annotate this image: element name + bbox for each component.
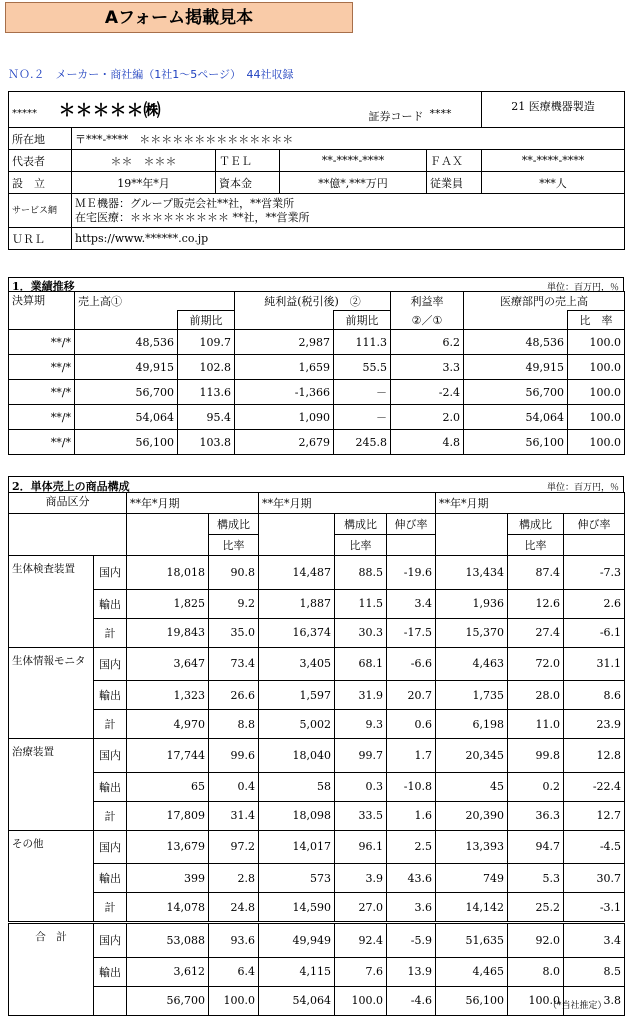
product-cell-g3: 3.8 (564, 986, 625, 1015)
performance-cell-yoy: 95.4 (178, 405, 235, 430)
product-cell-g3: 3.4 (564, 923, 625, 958)
performance-cell-period: **/* (9, 430, 75, 455)
performance-cell-profit: 2,679 (235, 430, 334, 455)
product-cell-v3: 14,142 (436, 893, 508, 923)
product-cell-v1: 18,018 (127, 556, 209, 590)
product-cell-c3: 87.4 (508, 556, 564, 590)
product-cell-g3: 31.1 (564, 647, 625, 681)
product-cell-g2: -17.5 (387, 618, 436, 647)
product-row-label: 計 (94, 893, 127, 923)
products-title: 2．単体売上の商品構成 (12, 480, 130, 493)
product-cell-v2: 3,405 (259, 647, 335, 681)
product-cell-g3: 30.7 (564, 864, 625, 893)
product-category-name: その他 (9, 830, 94, 864)
product-cell-v3: 4,463 (436, 647, 508, 681)
col-medical: 医療部門の売上高 (464, 292, 625, 311)
product-cell-c1: 9.2 (209, 589, 259, 618)
product-cell-c2: 88.5 (335, 556, 387, 590)
performance-cell-yoy: 102.8 (178, 355, 235, 380)
product-cell-c3: 8.0 (508, 957, 564, 986)
service-line-2: 在宅医療：＊＊＊＊＊＊＊＊＊ **社，**営業所 (75, 210, 310, 224)
product-row (9, 801, 625, 830)
product-category-name: 治療装置 (9, 739, 94, 773)
product-row (9, 589, 625, 618)
product-cell-c3: 11.0 (508, 710, 564, 739)
performance-cell-profit-yoy: － (334, 405, 391, 430)
product-cell-v3: 20,390 (436, 801, 508, 830)
performance-cell-ratio: 100.0 (568, 430, 625, 455)
product-cell-v2: 49,949 (259, 923, 335, 958)
col-growth-2: 伸び率 (387, 514, 436, 535)
product-cell-v2: 573 (259, 864, 335, 893)
performance-cell-profit-yoy: 55.5 (334, 355, 391, 380)
product-cell-v2: 1,887 (259, 589, 335, 618)
performance-cell-sales: 54,064 (75, 405, 178, 430)
performance-cell-medical: 56,700 (464, 380, 568, 405)
total-row (9, 923, 625, 958)
product-row (9, 647, 625, 681)
performance-cell-sales: 49,915 (75, 355, 178, 380)
product-cell-c1: 97.2 (209, 830, 259, 864)
product-cell-c2: 30.3 (335, 618, 387, 647)
product-cell-c1: 90.8 (209, 556, 259, 590)
col-ratio-3: 比率 (508, 535, 564, 556)
product-cell-v1: 19,843 (127, 618, 209, 647)
product-cell-g2: -10.8 (387, 772, 436, 801)
product-cell-v3: 6,198 (436, 710, 508, 739)
performance-unit: 単位：百万円，％ (546, 283, 619, 293)
col-ratio-1: 比率 (209, 535, 259, 556)
product-cell-g3: -7.3 (564, 556, 625, 590)
product-cell-g2: 1.6 (387, 801, 436, 830)
product-row-label: 輸出 (94, 681, 127, 710)
product-cell-g2: 1.7 (387, 739, 436, 773)
product-cell-c2: 11.5 (335, 589, 387, 618)
product-cell-v1: 3,647 (127, 647, 209, 681)
product-cell-v1: 1,825 (127, 589, 209, 618)
product-cell-v1: 3,612 (127, 957, 209, 986)
established-label: 設 立 (9, 172, 72, 194)
performance-subheader-row (9, 311, 625, 330)
product-cell-c3: 94.7 (508, 830, 564, 864)
performance-row (9, 330, 625, 355)
performance-row (9, 355, 625, 380)
company-code-small: ***** (12, 107, 37, 119)
product-cell-g2: 3.4 (387, 589, 436, 618)
product-cell-c3: 36.3 (508, 801, 564, 830)
performance-row (9, 430, 625, 455)
product-cell-v1: 13,679 (127, 830, 209, 864)
product-cell-g3: 8.6 (564, 681, 625, 710)
product-cell-g2: -4.6 (387, 986, 436, 1015)
product-cell-g3: -6.1 (564, 618, 625, 647)
product-category-name: 生体検査装置 (9, 556, 94, 590)
product-row-label: 国内 (94, 923, 127, 958)
product-cell-c2: 100.0 (335, 986, 387, 1015)
performance-cell-sales: 56,700 (75, 380, 178, 405)
product-cell-v3: 4,465 (436, 957, 508, 986)
product-cell-v2: 14,590 (259, 893, 335, 923)
product-row-label: 計 (94, 618, 127, 647)
securities-label: 証券コード (368, 109, 424, 123)
performance-cell-margin: 2.0 (391, 405, 464, 430)
col-period-1: **年*月期 (127, 493, 259, 514)
url-label: ＵＲＬ (9, 228, 72, 250)
product-cell-c3: 25.2 (508, 893, 564, 923)
product-cell-g3: -3.1 (564, 893, 625, 923)
product-row-label: 国内 (94, 739, 127, 773)
performance-cell-medical: 48,536 (464, 330, 568, 355)
product-cell-c1: 6.4 (209, 957, 259, 986)
products-subheader-row-2 (9, 535, 625, 556)
product-cell-v3: 20,345 (436, 739, 508, 773)
product-cell-v1: 65 (127, 772, 209, 801)
col-margin: 利益率 (391, 292, 464, 311)
product-cell-v2: 16,374 (259, 618, 335, 647)
product-cell-v1: 399 (127, 864, 209, 893)
estimate-note: （*当社推定） (548, 1001, 607, 1011)
product-cell-v1: 56,700 (127, 986, 209, 1015)
address-value: 〒***-**** ＊＊＊＊＊＊＊＊＊＊＊＊＊＊ (72, 128, 625, 150)
product-cell-c3: 0.2 (508, 772, 564, 801)
product-cell-c1: 24.8 (209, 893, 259, 923)
performance-cell-yoy: 103.8 (178, 430, 235, 455)
product-cell-v3: 13,393 (436, 830, 508, 864)
representative-row (9, 150, 625, 172)
product-cell-v1: 17,809 (127, 801, 209, 830)
product-row-label: 輸出 (94, 957, 127, 986)
product-cell-v2: 54,064 (259, 986, 335, 1015)
product-row (9, 893, 625, 923)
product-cell-c2: 96.1 (335, 830, 387, 864)
performance-cell-profit: 1,659 (235, 355, 334, 380)
product-cell-c1: 26.6 (209, 681, 259, 710)
industry: 21 医療機器製造 (511, 99, 595, 113)
product-cell-g3: 23.9 (564, 710, 625, 739)
col-growth-3: 伸び率 (564, 514, 625, 535)
performance-cell-margin: 6.2 (391, 330, 464, 355)
capital-label: 資本金 (216, 172, 280, 194)
product-cell-v2: 18,040 (259, 739, 335, 773)
col-period-2: **年*月期 (259, 493, 436, 514)
subtitle: ＮＯ.２ メーカー・商社編（1社1～5ページ） 44社収録 (8, 68, 294, 81)
product-cell-g3: 2.6 (564, 589, 625, 618)
product-cell-v1: 4,970 (127, 710, 209, 739)
performance-cell-ratio: 100.0 (568, 330, 625, 355)
product-cell-c3: 100.0 (508, 986, 564, 1015)
product-cell-c1: 99.6 (209, 739, 259, 773)
performance-header (8, 277, 624, 291)
product-cell-c1: 35.0 (209, 618, 259, 647)
product-cell-v1: 14,078 (127, 893, 209, 923)
product-cell-v3: 45 (436, 772, 508, 801)
product-cell-v1: 1,323 (127, 681, 209, 710)
performance-header-row (9, 292, 625, 311)
page-title: Aフォーム掲載見本 (5, 2, 353, 33)
product-cell-c2: 9.3 (335, 710, 387, 739)
performance-cell-margin: 3.3 (391, 355, 464, 380)
product-row (9, 710, 625, 739)
product-cell-c3: 5.3 (508, 864, 564, 893)
product-category-name: 生体情報モニタ (9, 647, 94, 681)
performance-cell-profit-yoy: － (334, 380, 391, 405)
product-cell-v3: 56,100 (436, 986, 508, 1015)
product-cell-v3: 1,936 (436, 589, 508, 618)
product-row (9, 618, 625, 647)
performance-cell-margin: -2.4 (391, 380, 464, 405)
product-cell-c2: 3.9 (335, 864, 387, 893)
product-cell-c3: 27.4 (508, 618, 564, 647)
product-cell-c2: 7.6 (335, 957, 387, 986)
col-ratio: 比 率 (568, 311, 625, 330)
product-cell-v2: 18,098 (259, 801, 335, 830)
product-row (9, 556, 625, 590)
fax-value: **-****-**** (482, 150, 625, 172)
col-profit: 純利益(税引後) ② (235, 292, 391, 311)
products-unit: 単位：百万円，％ (546, 483, 619, 493)
tel-label: ＴＥＬ (216, 150, 280, 172)
product-row-label: 計 (94, 710, 127, 739)
performance-cell-profit: 1,090 (235, 405, 334, 430)
performance-title: 1．業績推移 (12, 280, 75, 293)
col-comp-2: 構成比 (335, 514, 387, 535)
col-margin-sub: ②／① (391, 311, 464, 330)
performance-cell-sales: 48,536 (75, 330, 178, 355)
total-row (9, 957, 625, 986)
product-cell-c1: 31.4 (209, 801, 259, 830)
product-cell-g3: 12.7 (564, 801, 625, 830)
performance-cell-period: **/* (9, 405, 75, 430)
product-cell-c3: 92.0 (508, 923, 564, 958)
product-cell-c2: 33.5 (335, 801, 387, 830)
performance-cell-medical: 54,064 (464, 405, 568, 430)
address-row (9, 128, 625, 150)
performance-cell-profit: -1,366 (235, 380, 334, 405)
col-category: 商品区分 (9, 493, 127, 514)
product-cell-c2: 68.1 (335, 647, 387, 681)
product-cell-v2: 4,115 (259, 957, 335, 986)
performance-cell-margin: 4.8 (391, 430, 464, 455)
product-row-label: 計 (94, 801, 127, 830)
product-cell-v1: 53,088 (127, 923, 209, 958)
company-header-row (9, 92, 625, 128)
performance-cell-sales: 56,100 (75, 430, 178, 455)
product-cell-v2: 14,487 (259, 556, 335, 590)
product-cell-g3: -4.5 (564, 830, 625, 864)
product-cell-c1: 2.8 (209, 864, 259, 893)
company-name: ＊＊＊＊＊㈱ (58, 100, 161, 121)
performance-cell-profit-yoy: 245.8 (334, 430, 391, 455)
product-cell-c2: 92.4 (335, 923, 387, 958)
product-cell-c3: 72.0 (508, 647, 564, 681)
product-cell-g2: 13.9 (387, 957, 436, 986)
performance-row (9, 380, 625, 405)
product-cell-v3: 51,635 (436, 923, 508, 958)
product-row (9, 739, 625, 773)
service-label: サービス網 (9, 194, 72, 228)
performance-cell-medical: 56,100 (464, 430, 568, 455)
fax-label: ＦＡＸ (427, 150, 482, 172)
performance-table (8, 291, 625, 455)
product-cell-v3: 15,370 (436, 618, 508, 647)
company-info-table (8, 91, 625, 250)
product-cell-c3: 28.0 (508, 681, 564, 710)
col-period: 決算期 (9, 292, 75, 330)
established-row (9, 172, 625, 194)
product-cell-c1: 8.8 (209, 710, 259, 739)
performance-cell-period: **/* (9, 355, 75, 380)
product-cell-g2: -19.6 (387, 556, 436, 590)
product-row-label: 輸出 (94, 589, 127, 618)
product-cell-v1: 17,744 (127, 739, 209, 773)
product-cell-c2: 0.3 (335, 772, 387, 801)
performance-cell-ratio: 100.0 (568, 380, 625, 405)
product-row-label: 国内 (94, 647, 127, 681)
product-cell-v3: 1,735 (436, 681, 508, 710)
performance-cell-medical: 49,915 (464, 355, 568, 380)
service-line-1: ＭＥ機器：グループ販売会社**社，**営業所 (75, 196, 295, 210)
col-period-3: **年*月期 (436, 493, 625, 514)
product-cell-g3: 12.8 (564, 739, 625, 773)
col-ratio-2: 比率 (335, 535, 387, 556)
product-cell-g2: -5.9 (387, 923, 436, 958)
securities-code: **** (429, 107, 452, 120)
product-cell-v2: 14,017 (259, 830, 335, 864)
performance-cell-yoy: 113.6 (178, 380, 235, 405)
performance-cell-period: **/* (9, 330, 75, 355)
performance-cell-profit-yoy: 111.3 (334, 330, 391, 355)
representative-value: ＊＊ ＊＊＊ (72, 150, 216, 172)
product-cell-c3: 12.6 (508, 589, 564, 618)
product-row-label: 国内 (94, 556, 127, 590)
product-cell-c2: 99.7 (335, 739, 387, 773)
established-value: 19**年*月 (72, 172, 216, 194)
representative-label: 代表者 (9, 150, 72, 172)
service-row (9, 194, 625, 228)
product-row-label: 国内 (94, 830, 127, 864)
product-cell-v3: 749 (436, 864, 508, 893)
product-cell-g2: 0.6 (387, 710, 436, 739)
performance-cell-profit: 2,987 (235, 330, 334, 355)
products-header (8, 476, 624, 492)
product-row (9, 864, 625, 893)
col-sales-yoy: 前期比 (178, 311, 235, 330)
product-cell-g2: 43.6 (387, 864, 436, 893)
tel-value: **-****-**** (280, 150, 427, 172)
products-header-row (9, 493, 625, 514)
product-cell-v2: 58 (259, 772, 335, 801)
product-cell-g2: 3.6 (387, 893, 436, 923)
col-comp-3: 構成比 (508, 514, 564, 535)
url-value[interactable]: https://www.******.co.jp (72, 228, 625, 250)
product-cell-c1: 93.6 (209, 923, 259, 958)
product-cell-c1: 100.0 (209, 986, 259, 1015)
col-profit-yoy: 前期比 (334, 311, 391, 330)
address-label: 所在地 (9, 128, 72, 150)
product-cell-g2: 2.5 (387, 830, 436, 864)
product-row-label: 輸出 (94, 864, 127, 893)
capital-value: **億*,***万円 (280, 172, 427, 194)
product-row (9, 772, 625, 801)
product-cell-c3: 99.8 (508, 739, 564, 773)
product-row (9, 830, 625, 864)
performance-cell-ratio: 100.0 (568, 405, 625, 430)
products-table (8, 492, 625, 1016)
product-cell-c1: 73.4 (209, 647, 259, 681)
product-cell-v2: 1,597 (259, 681, 335, 710)
col-comp-1: 構成比 (209, 514, 259, 535)
product-cell-g2: 20.7 (387, 681, 436, 710)
product-row-label: 輸出 (94, 772, 127, 801)
performance-cell-ratio: 100.0 (568, 355, 625, 380)
product-cell-v2: 5,002 (259, 710, 335, 739)
product-cell-c1: 0.4 (209, 772, 259, 801)
product-cell-c2: 27.0 (335, 893, 387, 923)
product-cell-g2: -6.6 (387, 647, 436, 681)
product-cell-v3: 13,434 (436, 556, 508, 590)
product-cell-g3: 8.5 (564, 957, 625, 986)
products-subheader-row (9, 514, 625, 535)
employees-label: 従業員 (427, 172, 482, 194)
performance-cell-period: **/* (9, 380, 75, 405)
performance-cell-yoy: 109.7 (178, 330, 235, 355)
performance-row (9, 405, 625, 430)
product-row (9, 681, 625, 710)
col-sales: 売上高① (75, 292, 235, 311)
product-cell-g3: -22.4 (564, 772, 625, 801)
product-cell-c2: 31.9 (335, 681, 387, 710)
url-row (9, 228, 625, 250)
employees-value: ***人 (482, 172, 625, 194)
total-label: 合 計 (9, 923, 94, 958)
